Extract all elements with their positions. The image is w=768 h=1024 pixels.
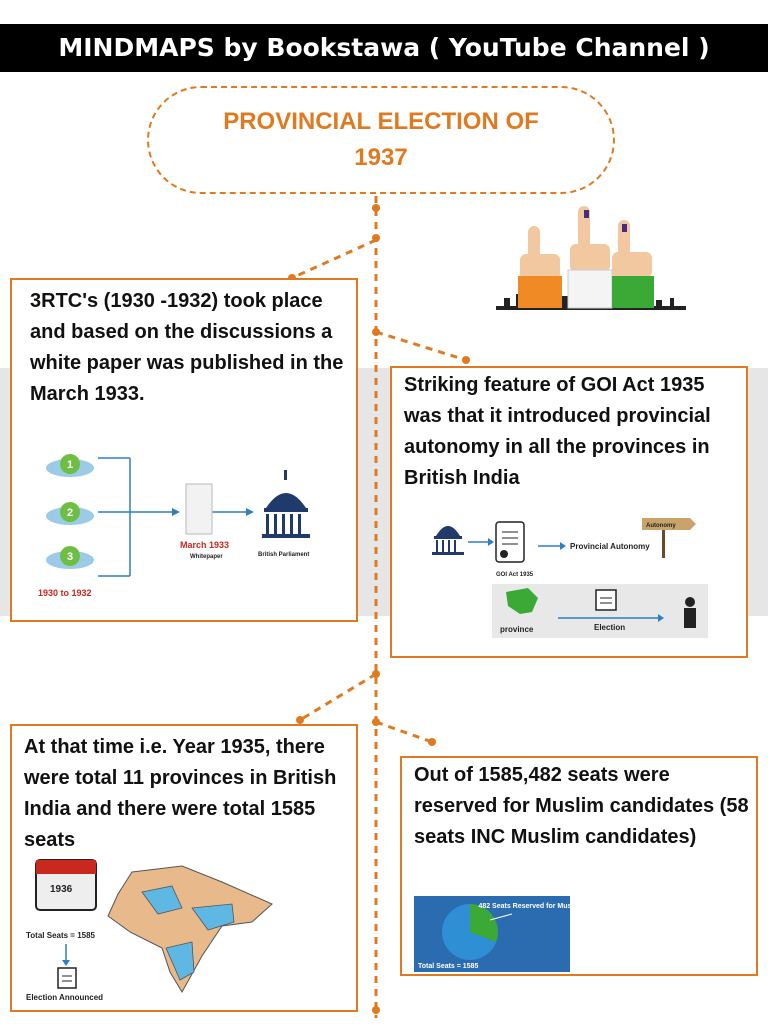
box-text: At that time i.e. Year 1935, there were total 11 provinces in British India and there were total 1585 seats [24,736,337,851]
title-line-1: PROVINCIAL ELECTION OF [223,108,539,135]
act-document-icon [496,522,524,562]
title-oval [147,86,615,194]
connector-dot [428,738,436,746]
box-text: 3RTC's (1930 -1932) took place and based on the discussions a white paper was published in the March 1933. [30,290,344,405]
pie-label: 482 Seats Reserved for Muslim [478,903,582,910]
spine-dot [372,328,380,336]
info-box-round-table [10,278,358,622]
fig-pa-label: Provincial Autonomy [570,542,650,551]
voters-icon [684,597,696,628]
ballot-box-icon [58,968,76,988]
connector-box4 [376,722,432,742]
arrow-head-icon [246,508,254,516]
ballot-box-icon [596,590,616,610]
parliament-dome-icon [432,526,464,555]
info-box-provinces [10,724,358,1012]
connector-box3 [300,674,376,720]
fig-date-label: March 1933 [180,540,230,550]
green-finger-icon [612,220,654,308]
fig-year-label: 1936 [50,884,73,895]
connector-dot [296,716,304,724]
box-text: Striking feature of GOI Act 1935 was that it introduced provincial autonomy in all the provinces in British India [404,374,711,489]
connector-box1 [292,240,376,278]
white-finger-icon [568,206,612,308]
fig-province-label: province [500,625,534,634]
pie-total-label: Total Seats = 1585 [418,963,479,970]
arrow-head-icon [560,542,566,550]
fig-announced-label: Election Announced [26,993,104,1002]
arrow-head-icon [488,538,494,546]
spine-dot [372,718,380,726]
meeting-group-3-icon [46,546,94,569]
seat-pie-diagram [414,896,582,972]
signpost-icon [642,518,696,558]
meeting-group-1-icon [46,454,94,477]
group-number: 2 [66,507,74,519]
page-title [181,104,581,176]
info-box-goi-act [390,366,748,658]
fig-act-label: GOI Act 1935 [496,572,534,578]
round-table-diagram [34,448,334,608]
fig-parliament-label: British Parliament [258,552,310,558]
parliament-dome-icon [262,470,310,538]
group-number: 1 [66,459,74,471]
voting-fingers-illustration [492,200,692,320]
india-map-diagram [22,852,322,1008]
fig-sign-label: Autonomy [646,523,676,529]
election-panel [492,584,708,638]
title-line-2: 1937 [354,144,408,171]
fig-doc-label: Whitepaper [190,554,223,560]
connector-box2 [376,332,466,360]
box-text: Out of 1585,482 seats were reserved for Muslim candidates (58 seats INC Muslim candidates) [414,764,749,848]
arrow-head-icon [62,960,70,966]
autonomy-diagram [428,502,728,642]
fig-total-label: Total Seats = 1585 [26,931,95,940]
spine-dot [372,204,380,212]
info-box-reserved-seats [400,756,758,976]
spine-dot [372,1006,380,1014]
calendar-icon [36,860,96,910]
fig-election-label: Election [594,623,626,632]
bracket-arrow [98,458,246,576]
white-paper-icon [186,484,212,534]
spine-dot [372,234,380,242]
arrow-head-icon [172,508,180,516]
meeting-group-2-icon [46,502,94,525]
connector-dot [462,356,470,364]
group-number: 3 [66,551,74,563]
fig-years-label: 1930 to 1932 [38,588,92,598]
page-header: MINDMAPS by Bookstawa ( YouTube Channel ) [0,24,768,72]
saffron-finger-icon [518,226,562,308]
spine-dot [372,670,380,678]
